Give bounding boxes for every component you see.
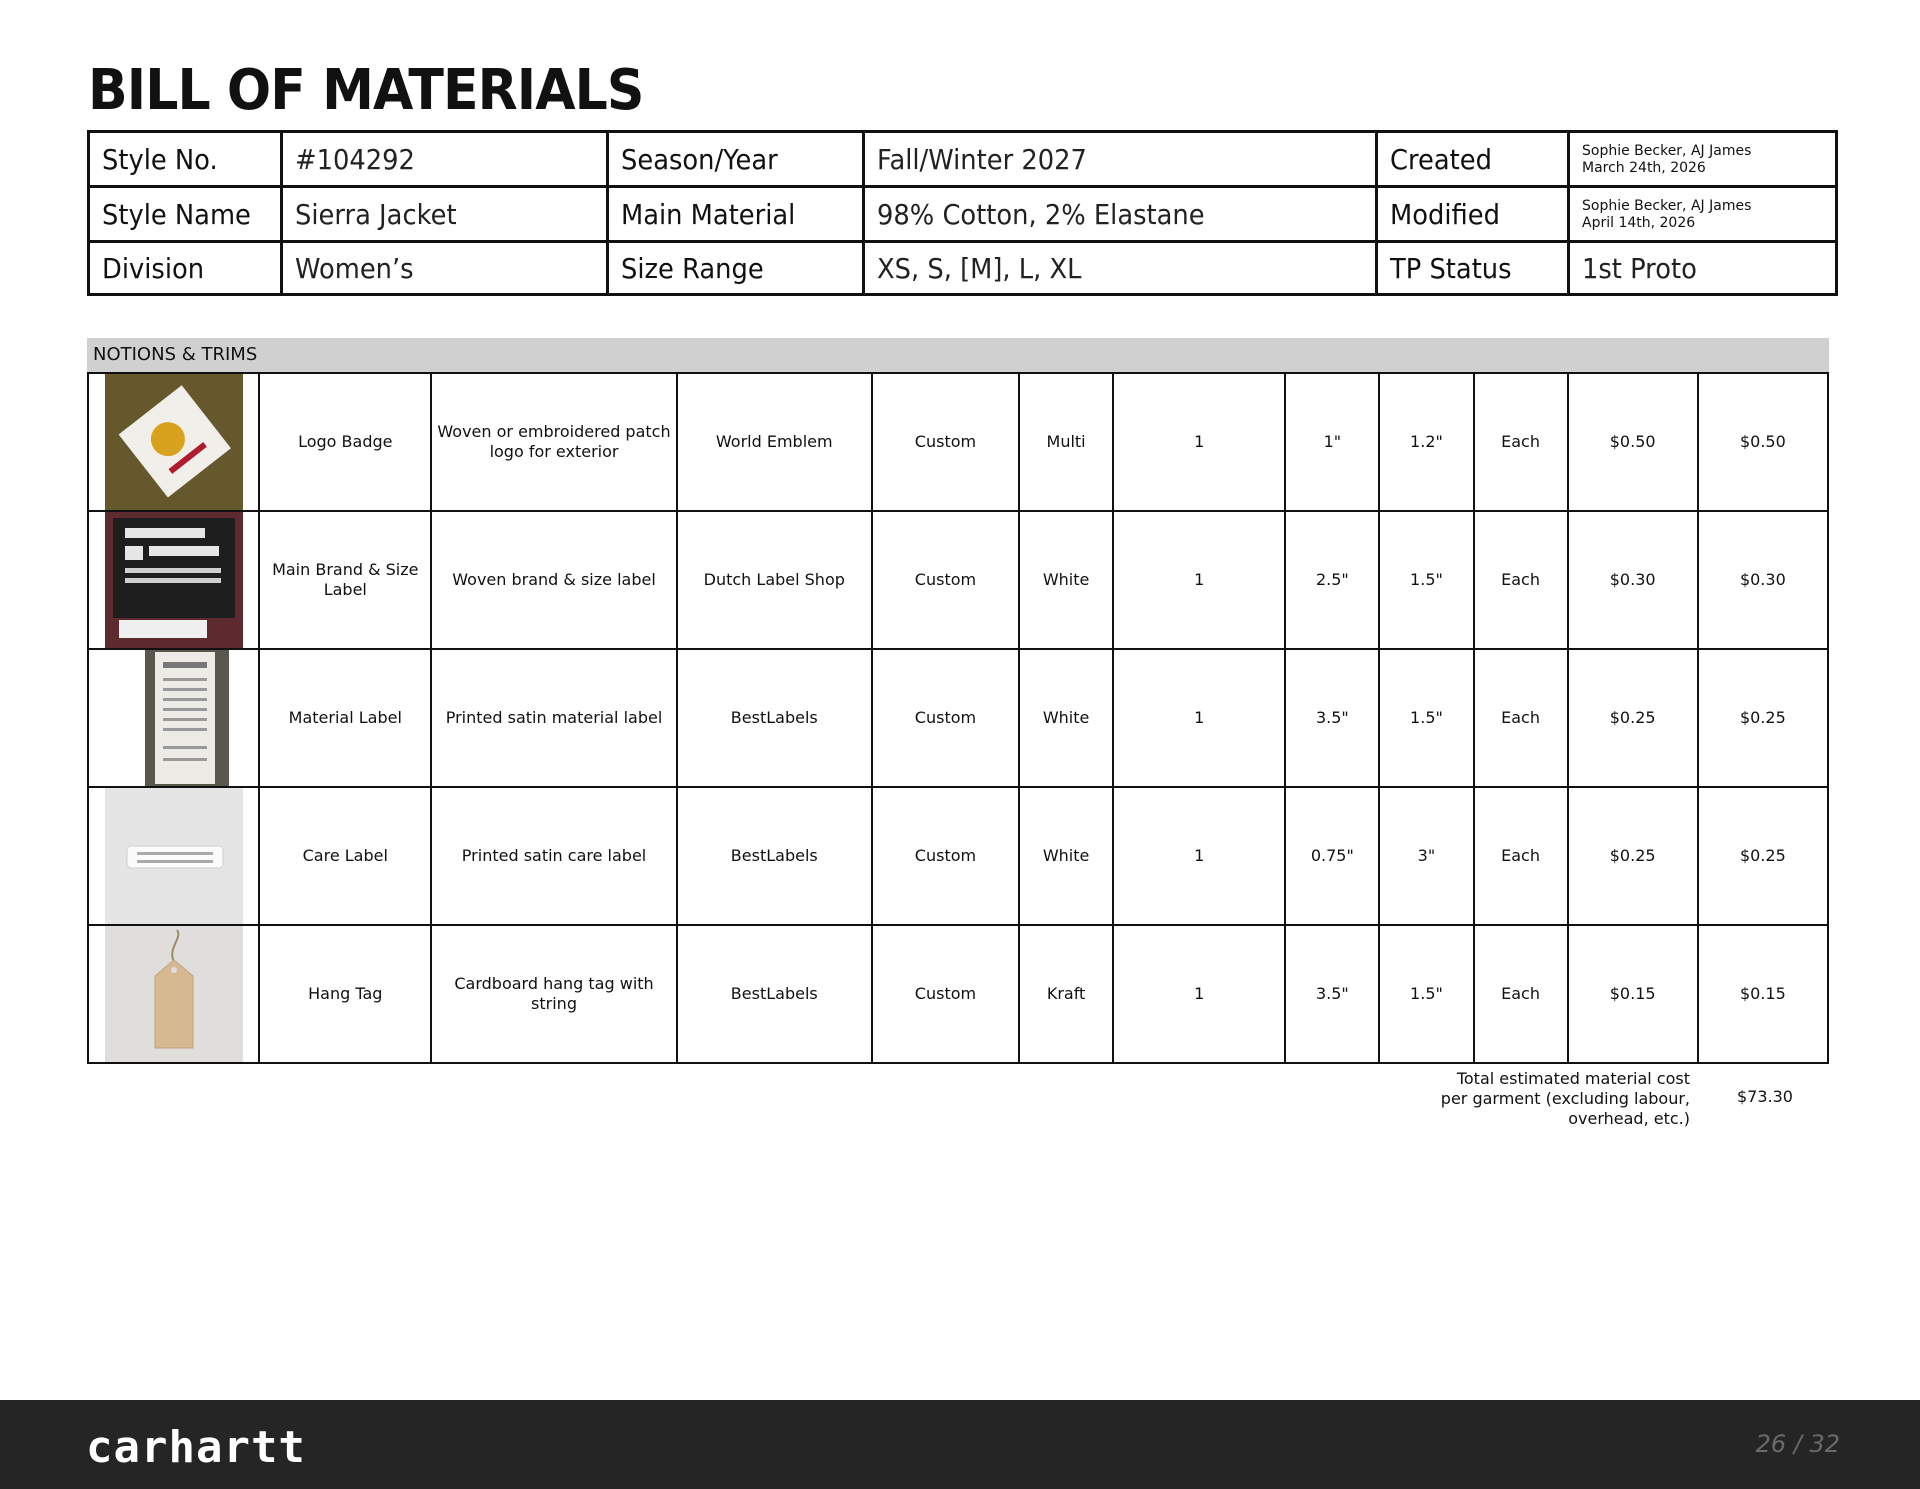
total-cost-note: Total estimated material cost per garment (excluding labour, overhead, etc.) (1440, 1069, 1690, 1128)
item-width: 3.5" (1285, 925, 1379, 1063)
item-name: Main Brand & Size Label (259, 511, 431, 649)
item-unit: Each (1474, 787, 1568, 925)
modified-label: Modified (1377, 187, 1569, 242)
logo-badge-photo (88, 373, 259, 511)
style-info-table (87, 130, 1838, 296)
item-quantity: 1 (1113, 373, 1285, 511)
item-type: Custom (872, 373, 1019, 511)
tp-status-value: 1st Proto (1569, 242, 1837, 295)
item-unit-cost: $0.30 (1568, 511, 1698, 649)
item-width: 3.5" (1285, 649, 1379, 787)
division-value: Women’s (282, 242, 608, 295)
style-name-label: Style Name (89, 187, 282, 242)
item-total-cost: $0.25 (1698, 649, 1828, 787)
footer-bar (0, 1400, 1920, 1489)
item-description: Woven brand & size label (431, 511, 676, 649)
section-header: NOTIONS & TRIMS (87, 338, 1829, 372)
item-total-cost: $0.25 (1698, 787, 1828, 925)
item-color: Multi (1019, 373, 1113, 511)
item-quantity: 1 (1113, 649, 1285, 787)
care-label-photo (88, 787, 259, 925)
item-unit: Each (1474, 511, 1568, 649)
item-color: White (1019, 511, 1113, 649)
style-no-value: #104292 (282, 132, 608, 187)
item-supplier: World Emblem (677, 373, 872, 511)
item-color: Kraft (1019, 925, 1113, 1063)
table-row (88, 649, 1828, 787)
created-value (1569, 132, 1837, 187)
size-range-value: XS, S, [M], L, XL (864, 242, 1377, 295)
item-quantity: 1 (1113, 787, 1285, 925)
item-total-cost: $0.15 (1698, 925, 1828, 1063)
item-total-cost: $0.50 (1698, 373, 1828, 511)
item-supplier: Dutch Label Shop (677, 511, 872, 649)
item-height: 3" (1379, 787, 1473, 925)
item-type: Custom (872, 649, 1019, 787)
created-label: Created (1377, 132, 1569, 187)
table-row (88, 373, 1828, 511)
table-row (88, 511, 1828, 649)
season-label: Season/Year (608, 132, 864, 187)
item-type: Custom (872, 787, 1019, 925)
item-supplier: BestLabels (677, 787, 872, 925)
item-quantity: 1 (1113, 925, 1285, 1063)
brand-logo: carhartt (86, 1422, 306, 1473)
division-label: Division (89, 242, 282, 295)
total-cost-value: $73.30 (1737, 1087, 1793, 1106)
item-unit: Each (1474, 649, 1568, 787)
main-material-value: 98% Cotton, 2% Elastane (864, 187, 1377, 242)
item-description: Woven or embroidered patch logo for exterior (431, 373, 676, 511)
material-label-photo (88, 649, 259, 787)
brand-size-label-photo (88, 511, 259, 649)
item-color: White (1019, 787, 1113, 925)
modified-by: Sophie Becker, AJ James (1582, 198, 1752, 214)
modified-date: April 14th, 2026 (1582, 215, 1696, 231)
table-row (88, 787, 1828, 925)
item-height: 1.5" (1379, 511, 1473, 649)
info-row (89, 187, 1837, 242)
item-description: Cardboard hang tag with string (431, 925, 676, 1063)
info-row (89, 132, 1837, 187)
item-color: White (1019, 649, 1113, 787)
item-width: 2.5" (1285, 511, 1379, 649)
table-row (88, 925, 1828, 1063)
item-height: 1.2" (1379, 373, 1473, 511)
item-width: 0.75" (1285, 787, 1379, 925)
item-type: Custom (872, 511, 1019, 649)
item-quantity: 1 (1113, 511, 1285, 649)
main-material-label: Main Material (608, 187, 864, 242)
modified-value (1569, 187, 1837, 242)
item-height: 1.5" (1379, 925, 1473, 1063)
item-name: Material Label (259, 649, 431, 787)
size-range-label: Size Range (608, 242, 864, 295)
item-name: Hang Tag (259, 925, 431, 1063)
style-no-label: Style No. (89, 132, 282, 187)
item-total-cost: $0.30 (1698, 511, 1828, 649)
item-name: Care Label (259, 787, 431, 925)
item-type: Custom (872, 925, 1019, 1063)
item-width: 1" (1285, 373, 1379, 511)
created-date: March 24th, 2026 (1582, 160, 1706, 176)
item-unit-cost: $0.15 (1568, 925, 1698, 1063)
item-unit-cost: $0.50 (1568, 373, 1698, 511)
item-name: Logo Badge (259, 373, 431, 511)
page-number: 26 / 32 (1755, 1430, 1840, 1458)
item-unit-cost: $0.25 (1568, 787, 1698, 925)
page-title: BILL OF MATERIALS (88, 58, 644, 123)
tp-status-label: TP Status (1377, 242, 1569, 295)
hang-tag-photo (88, 925, 259, 1063)
item-unit: Each (1474, 373, 1568, 511)
item-height: 1.5" (1379, 649, 1473, 787)
season-value: Fall/Winter 2027 (864, 132, 1377, 187)
info-row (89, 242, 1837, 295)
item-description: Printed satin care label (431, 787, 676, 925)
notions-trims-table (87, 372, 1829, 1064)
created-by: Sophie Becker, AJ James (1582, 143, 1752, 159)
item-supplier: BestLabels (677, 649, 872, 787)
item-description: Printed satin material label (431, 649, 676, 787)
style-name-value: Sierra Jacket (282, 187, 608, 242)
item-unit: Each (1474, 925, 1568, 1063)
item-supplier: BestLabels (677, 925, 872, 1063)
item-unit-cost: $0.25 (1568, 649, 1698, 787)
